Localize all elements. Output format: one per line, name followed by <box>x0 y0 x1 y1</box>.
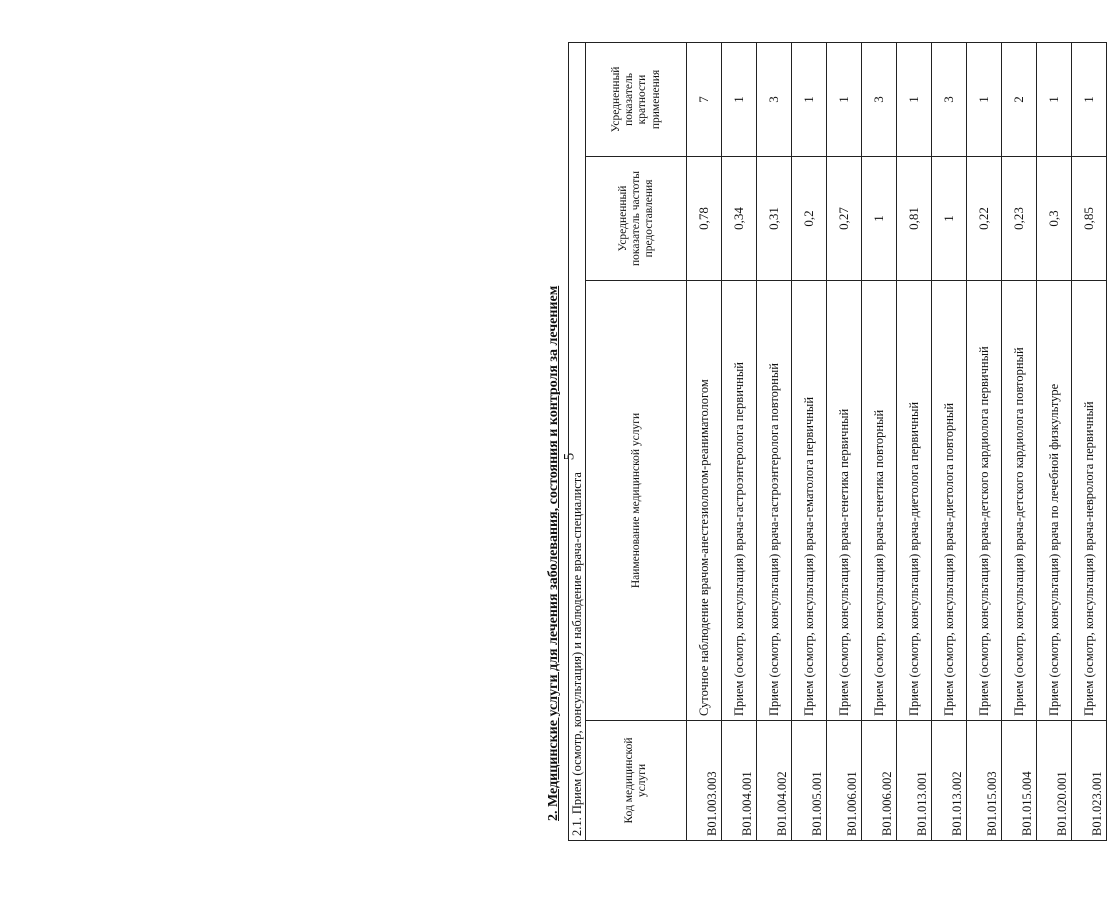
multiplicity-value: 3 <box>757 42 792 156</box>
service-name: Прием (осмотр, консультация) врача-детского кардиолога повторный <box>1002 281 1037 721</box>
table-row <box>967 42 1002 840</box>
subsection-title: 2.1. Прием (осмотр, консультация) и наблюдение врача-специалиста <box>569 42 586 840</box>
service-code: B01.006.001 <box>827 721 862 841</box>
table-row <box>687 42 722 840</box>
multiplicity-value: 1 <box>897 42 932 156</box>
service-code: B01.015.003 <box>967 721 1002 841</box>
header-frequency: Усредненный показатель частоты предоставления <box>586 157 687 281</box>
header-row <box>586 42 687 840</box>
service-name: Суточное наблюдение врачом-анестезиологом-реаниматологом <box>687 281 722 721</box>
header-name: Наименование медицинской услуги <box>586 281 687 721</box>
multiplicity-value: 2 <box>1002 42 1037 156</box>
service-code: B01.005.001 <box>792 721 827 841</box>
service-code: B01.023.001 <box>1072 721 1107 841</box>
table-subsection <box>569 42 586 840</box>
table-row <box>722 42 757 840</box>
service-code: B01.020.001 <box>1037 721 1072 841</box>
service-name: Прием (осмотр, консультация) врача-диетолога повторный <box>932 281 967 721</box>
service-name: Прием (осмотр, консультация) врача-гематолога первичный <box>792 281 827 721</box>
service-name: Прием (осмотр, консультация) врача-генетика первичный <box>827 281 862 721</box>
service-name: Прием (осмотр, консультация) врача-гастроэнтеролога повторный <box>757 281 792 721</box>
service-code: B01.013.001 <box>897 721 932 841</box>
multiplicity-value: 1 <box>1037 42 1072 156</box>
service-name: Прием (осмотр, консультация) врача-гастроэнтеролога первичный <box>722 281 757 721</box>
rotated-page-content <box>0 22 1104 921</box>
service-code: B01.006.002 <box>862 721 897 841</box>
table-row <box>1072 42 1107 840</box>
table-header <box>586 42 687 840</box>
frequency-value: 0,2 <box>792 157 827 281</box>
frequency-value: 1 <box>862 157 897 281</box>
multiplicity-value: 3 <box>862 42 897 156</box>
header-code: Код медицинской услуги <box>586 721 687 841</box>
table-body <box>687 42 1107 840</box>
table-row <box>1037 42 1072 840</box>
frequency-value: 0,85 <box>1072 157 1107 281</box>
table-row <box>792 42 827 840</box>
medical-services-table <box>568 42 1107 841</box>
multiplicity-value: 7 <box>687 42 722 156</box>
frequency-value: 0,27 <box>827 157 862 281</box>
frequency-value: 0,81 <box>897 157 932 281</box>
frequency-value: 0,78 <box>687 157 722 281</box>
service-code: B01.004.002 <box>757 721 792 841</box>
table-row <box>862 42 897 840</box>
subsection-row <box>569 42 586 840</box>
service-code: B01.003.003 <box>687 721 722 841</box>
page-number: 5 <box>561 452 578 461</box>
service-name: Прием (осмотр, консультация) врача по лечебной физкультуре <box>1037 281 1072 721</box>
multiplicity-value: 1 <box>967 42 1002 156</box>
table-row <box>1002 42 1037 840</box>
frequency-value: 0,3 <box>1037 157 1072 281</box>
table-row <box>897 42 932 840</box>
multiplicity-value: 1 <box>722 42 757 156</box>
table-row <box>932 42 967 840</box>
frequency-value: 0,31 <box>757 157 792 281</box>
service-code: B01.004.001 <box>722 721 757 841</box>
multiplicity-value: 1 <box>792 42 827 156</box>
header-multiplicity: Усредненный показатель кратности применения <box>586 42 687 156</box>
multiplicity-value: 1 <box>827 42 862 156</box>
table-row <box>827 42 862 840</box>
frequency-value: 1 <box>932 157 967 281</box>
service-name: Прием (осмотр, консультация) врача-генетика повторный <box>862 281 897 721</box>
multiplicity-value: 3 <box>932 42 967 156</box>
service-name: Прием (осмотр, консультация) врача-детского кардиолога первичный <box>967 281 1002 721</box>
service-code: B01.013.002 <box>932 721 967 841</box>
multiplicity-value: 1 <box>1072 42 1107 156</box>
frequency-value: 0,22 <box>967 157 1002 281</box>
service-code: B01.015.004 <box>1002 721 1037 841</box>
service-name: Прием (осмотр, консультация) врача-диетолога первичный <box>897 281 932 721</box>
section-title: 2. Медицинские услуги для лечения заболевания, состояния и контроля за лечением <box>546 285 561 821</box>
frequency-value: 0,23 <box>1002 157 1037 281</box>
table-row <box>757 42 792 840</box>
service-name: Прием (осмотр, консультация) врача-невролога первичный <box>1072 281 1107 721</box>
frequency-value: 0,34 <box>722 157 757 281</box>
